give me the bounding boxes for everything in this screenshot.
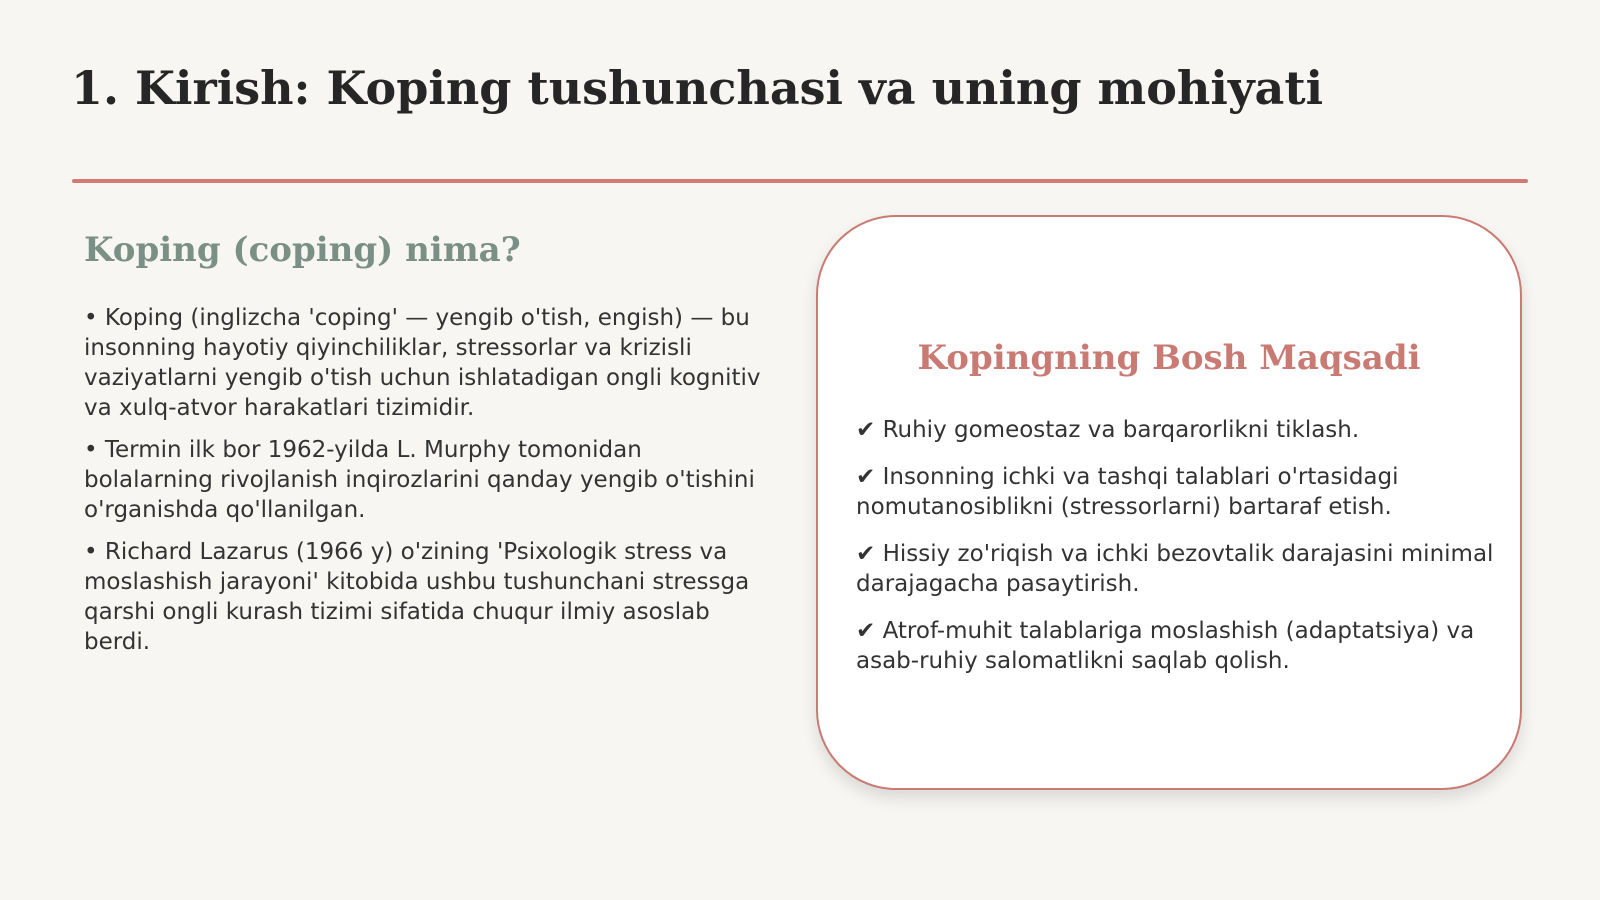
slide-title: 1. Kirish: Koping tushunchasi va uning mohiyati xyxy=(71,61,1324,115)
section-heading: Koping (coping) nima? xyxy=(84,230,521,270)
history-bullet: • Termin ilk bor 1962-yilda L. Murphy tomonidan bolalarning rivojlanish inqirozlarini qanday yengib o'tishini o'rganishda qo'llanilgan. xyxy=(84,437,755,523)
goals-card xyxy=(816,215,1522,790)
goal-item: ✔ Ruhiy gomeostaz va barqarorlikni tiklash. xyxy=(856,417,1360,443)
goals-card-title: Kopingning Bosh Maqsadi xyxy=(917,338,1421,378)
title-divider xyxy=(72,179,1528,183)
goals-list xyxy=(856,415,1496,693)
definition-bullet: • Koping (inglizcha 'coping' — yengib o'tish, engish) — bu insonning hayotiy qiyinchiliklar, stressorlar va krizisli vaziyatlarni yengib o'tish uchun ishlatadigan ongli kognitiv va xulq-atvor harakatlari tizimidir. xyxy=(84,305,761,421)
definition-list xyxy=(84,303,774,669)
lazarus-bullet: • Richard Lazarus (1966 y) o'zining 'Psixologik stress va moslashish jarayoni' kitobida ushbu tushunchani stressga qarshi ongli kurash tizimi sifatida chuqur ilmiy asoslab berdi. xyxy=(84,539,750,655)
goal-item: ✔ Atrof-muhit talablariga moslashish (adaptatsiya) va asab-ruhiy salomatlikni saqlab qolish. xyxy=(856,618,1475,674)
goal-item: ✔ Hissiy zo'riqish va ichki bezovtalik darajasini minimal darajagacha pasaytirish. xyxy=(856,541,1494,597)
goal-item: ✔ Insonning ichki va tashqi talablari o'rtasidagi nomutanosiblikni (stressorlarni) bartaraf etish. xyxy=(856,464,1399,520)
